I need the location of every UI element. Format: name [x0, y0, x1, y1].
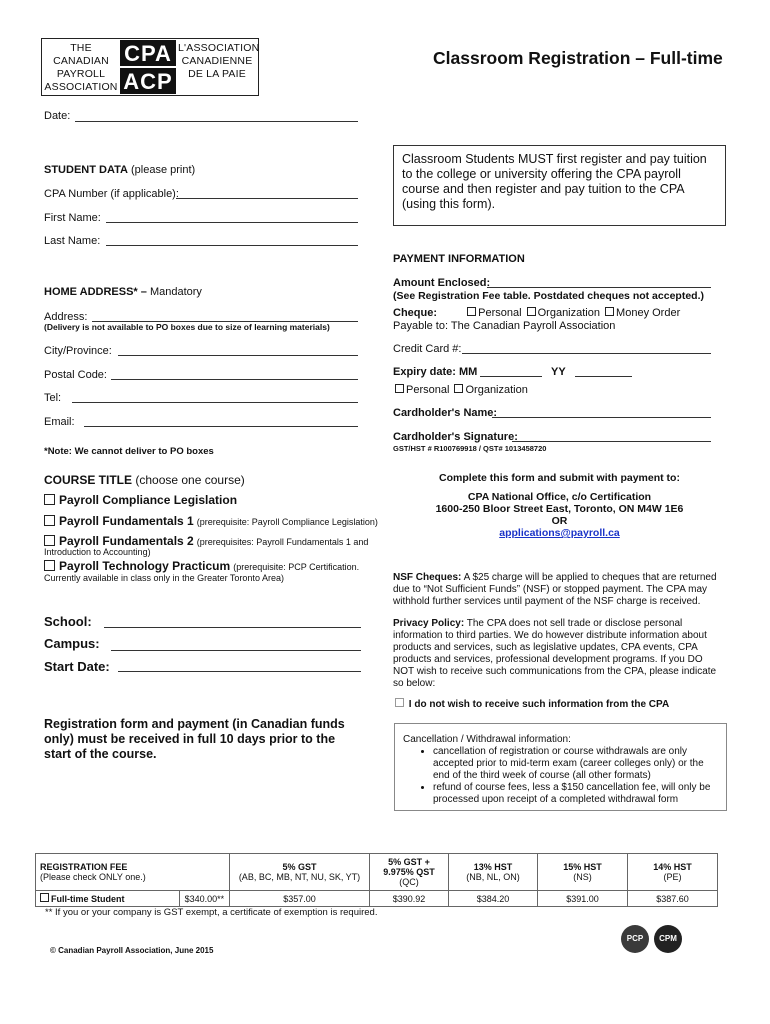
- amount-field[interactable]: [487, 287, 711, 288]
- submit-email-link[interactable]: applications@payroll.ca: [499, 527, 620, 539]
- cpa-number-label: CPA Number (if applicable):: [44, 188, 179, 200]
- deadline-note: Registration form and payment (in Canadian funds only) must be received in full 10 days prior to the start of the course.: [44, 717, 345, 761]
- home-heading-text: HOME ADDRESS* –: [44, 286, 147, 298]
- cardholder-name-field[interactable]: [492, 417, 711, 418]
- course-option-pcl[interactable]: [44, 493, 237, 507]
- logo-acp: ACP: [120, 68, 176, 94]
- cheque-personal-checkbox[interactable]: [467, 307, 476, 316]
- payable-to: Payable to: The Canadian Payroll Association: [393, 320, 616, 332]
- amount-note: (See Registration Fee table. Postdated cheques not accepted.): [393, 290, 704, 302]
- course-option-ptp[interactable]: [44, 559, 359, 573]
- fee-header-hst15-title: 15% HST: [563, 862, 602, 872]
- submit-or: OR: [551, 515, 568, 527]
- email-field[interactable]: [84, 426, 358, 427]
- gst-number: GST/HST # R100769918 / QST# 1013458720: [393, 444, 547, 453]
- address-label: Address:: [44, 311, 88, 323]
- cpa-logo: [41, 38, 259, 96]
- course-pf1-label: Payroll Fundamentals 1: [59, 514, 194, 528]
- fee-row-fulltime: [36, 891, 718, 907]
- start-date-field[interactable]: [118, 671, 361, 672]
- card-owner-row: [393, 384, 528, 396]
- gst-exempt-note: ** If you or your company is GST exempt, a certificate of exemption is required.: [45, 907, 378, 918]
- submit-address: 1600-250 Bloor Street East, Toronto, ON M4W 1E6: [435, 503, 684, 515]
- cheque-organization-label: Organization: [537, 307, 600, 319]
- logo-en-line: ASSOCIATION: [44, 81, 118, 93]
- privacy-text: The CPA does not sell trade or disclose personal information to third parties. We do however distribute information about products and services, such as legislative updates, CPA events, CPA products and services, professional development programs. If you DO NOT wish to receive such communications from the CPA, please indicate so below:: [393, 618, 717, 689]
- fee-header-hst13-title: 13% HST: [473, 862, 513, 872]
- course-pf1-prereq: (prerequisite: Payroll Compliance Legislation): [196, 517, 378, 527]
- submit-instruction: Complete this form and submit with payment to:: [439, 472, 680, 484]
- po-box-note: *Note: We cannot deliver to PO boxes: [44, 446, 214, 457]
- tel-field[interactable]: [72, 402, 358, 403]
- logo-cpa: CPA: [120, 40, 176, 66]
- logo-en-line: PAYROLL: [56, 68, 106, 80]
- delivery-note: (Delivery is not available to PO boxes due to size of learning materials): [44, 322, 330, 332]
- expiry-mm-field[interactable]: [480, 376, 542, 377]
- course-pf2-prereq-cont: Introduction to Accounting): [44, 547, 151, 557]
- card-organization-label: Organization: [465, 384, 528, 396]
- first-name-field[interactable]: [106, 222, 358, 223]
- notice-box: Classroom Students MUST first register and pay tuition to the college or university offering the CPA payroll course and then register and pay tuition to the CPA (using this form).: [393, 145, 726, 226]
- cpm-badge-icon: CPM: [654, 925, 682, 953]
- course-pcl-label: Payroll Compliance Legislation: [59, 493, 238, 507]
- registration-fee-table: [35, 853, 718, 907]
- fee-hst14-value: $387.60: [628, 891, 718, 907]
- cardholder-signature-field[interactable]: [512, 441, 711, 442]
- card-personal-label: Personal: [406, 384, 450, 396]
- privacy-paragraph: [393, 618, 726, 690]
- privacy-optout-label: I do not wish to receive such information from the CPA: [408, 699, 670, 710]
- fee-header-registration: [36, 854, 230, 891]
- expiry-yy-field[interactable]: [575, 376, 632, 377]
- course-ptp-checkbox[interactable]: [44, 560, 55, 571]
- fee-header-qst-line: (QC): [399, 877, 419, 887]
- privacy-optout[interactable]: [393, 698, 669, 710]
- fee-header-gst-title: 5% GST: [282, 862, 317, 872]
- postal-field[interactable]: [111, 379, 358, 380]
- fee-header-qst: [370, 854, 449, 891]
- cancellation-item: • cancellation of registration or course withdrawals are only accepted prior to mid-term exam (career colleges only) or the end of the third week of course (all other formats): [433, 746, 718, 782]
- home-heading: [44, 286, 202, 298]
- amount-label: Amount Enclosed:: [393, 277, 491, 289]
- money-order-checkbox[interactable]: [605, 307, 614, 316]
- pcp-badge-icon: PCP: [621, 925, 649, 953]
- postal-label: Postal Code:: [44, 369, 107, 381]
- money-order-label: Money Order: [616, 307, 681, 319]
- card-organization-checkbox[interactable]: [454, 384, 463, 393]
- logo-english: [44, 42, 118, 94]
- fee-header-reg-title: REGISTRATION FEE: [40, 862, 128, 872]
- cancellation-heading: Cancellation / Withdrawal information:: [403, 734, 571, 745]
- course-pf2-checkbox[interactable]: [44, 535, 55, 546]
- fee-header-hst14-note: (PE): [663, 872, 682, 882]
- course-ptp-prereq-cont: Currently available in class only in the Greater Toronto Area): [44, 573, 284, 583]
- email-label: Email:: [44, 416, 75, 428]
- privacy-label: Privacy Policy:: [393, 618, 465, 629]
- last-name-label: Last Name:: [44, 235, 101, 247]
- date-label: Date:: [44, 110, 71, 122]
- course-pf2-label: Payroll Fundamentals 2: [59, 534, 194, 548]
- fee-header-gst: [230, 854, 370, 891]
- start-date-label: Start Date:: [44, 659, 110, 674]
- student-heading-note: (please print): [127, 164, 196, 176]
- payment-heading: PAYMENT INFORMATION: [393, 253, 525, 265]
- expiry-yy-label: YY: [551, 366, 566, 378]
- fee-header-hst15-note: (NS): [573, 872, 592, 882]
- city-field[interactable]: [118, 355, 358, 356]
- course-ptp-prereq: (prerequisite: PCP Certification.: [233, 562, 360, 572]
- last-name-field[interactable]: [106, 245, 358, 246]
- logo-fr-line: CANADIENNE: [181, 55, 253, 67]
- privacy-optout-checkbox[interactable]: [395, 698, 404, 707]
- copyright: © Canadian Payroll Association, June 2015: [50, 946, 214, 955]
- credit-card-field[interactable]: [462, 353, 711, 354]
- student-heading-text: STUDENT DATA: [44, 164, 128, 176]
- home-heading-note: Mandatory: [146, 286, 202, 298]
- fee-hst13-value: $384.20: [449, 891, 538, 907]
- fee-hst15-value: $391.00: [538, 891, 628, 907]
- student-heading: [44, 164, 195, 176]
- course-pf1-checkbox[interactable]: [44, 515, 55, 526]
- cardholder-name-label: Cardholder's Name:: [393, 407, 498, 419]
- logo-en-line: THE CANADIAN: [53, 42, 109, 67]
- course-pcl-checkbox[interactable]: [44, 494, 55, 505]
- logo-fr-line: DE LA PAIE: [188, 68, 246, 80]
- cheque-personal-label: Personal: [478, 307, 522, 319]
- fee-fulltime-option[interactable]: [36, 891, 180, 907]
- fee-header-hst14-title: 14% HST: [653, 862, 692, 872]
- fee-header-reg-note: (Please check ONLY one.): [40, 872, 146, 882]
- course-heading: [44, 473, 245, 487]
- date-field[interactable]: [75, 121, 358, 122]
- nsf-label: NSF Cheques:: [393, 572, 462, 583]
- fee-header-gst-note: (AB, BC, MB, NT, NU, SK, YT): [238, 872, 361, 882]
- first-name-label: First Name:: [44, 212, 101, 224]
- campus-field[interactable]: [111, 650, 361, 651]
- cpa-number-field[interactable]: [176, 198, 358, 199]
- card-personal-checkbox[interactable]: [395, 384, 404, 393]
- cancellation-item: • refund of course fees, less a $150 cancellation fee, will only be processed upon receipt of a completed withdrawal form: [433, 782, 718, 806]
- fee-header-hst14: [628, 854, 718, 891]
- expiry-mm-label: Expiry date: MM: [393, 366, 478, 378]
- tel-label: Tel:: [44, 392, 62, 404]
- submit-office: CPA National Office, c/o Certification: [467, 491, 652, 503]
- logo-fr-line: L'ASSOCIATION: [178, 42, 260, 54]
- cardholder-signature-label: Cardholder's Signature:: [393, 431, 518, 443]
- page-title: Classroom Registration – Full-time: [433, 48, 723, 68]
- course-option-pf1[interactable]: [44, 514, 378, 528]
- fee-header-qst-line: 9.975% QST: [383, 867, 435, 877]
- school-field[interactable]: [104, 627, 361, 628]
- school-label: School:: [44, 614, 92, 629]
- course-heading-text: COURSE TITLE: [44, 473, 133, 487]
- cancellation-box: [394, 723, 727, 811]
- fee-header-hst15: [538, 854, 628, 891]
- nsf-paragraph: [393, 572, 726, 608]
- fee-header-qst-line: 5% GST +: [388, 857, 430, 867]
- cheque-label: Cheque:: [393, 307, 437, 319]
- fee-gst-value: $357.00: [230, 891, 370, 907]
- logo-french: [178, 42, 260, 81]
- nsf-text: A $25 charge will be applied to cheques that are returned due to “Not Sufficient Funds” (NSF) or stopped payment. The CPA may withhold further services until payment of the NSF charge is received.: [393, 572, 717, 607]
- fee-table-header: [36, 854, 718, 891]
- credit-card-label: Credit Card #:: [393, 343, 462, 355]
- cheque-row: [393, 307, 680, 319]
- fee-header-hst13-note: (NB, NL, ON): [466, 872, 520, 882]
- fee-fulltime-checkbox[interactable]: [40, 893, 49, 902]
- campus-label: Campus:: [44, 636, 100, 651]
- course-ptp-label: Payroll Technology Practicum: [59, 559, 231, 573]
- fee-fulltime-label: Full-time Student: [51, 894, 125, 904]
- fee-base-price: $340.00**: [179, 891, 229, 907]
- course-pf2-prereq: (prerequisites: Payroll Fundamentals 1 and: [196, 537, 369, 547]
- city-label: City/Province:: [44, 345, 112, 357]
- course-option-pf2[interactable]: [44, 534, 368, 548]
- fee-qst-value: $390.92: [370, 891, 449, 907]
- course-heading-note: (choose one course): [132, 473, 245, 487]
- cheque-organization-checkbox[interactable]: [527, 307, 536, 316]
- fee-header-hst13: [449, 854, 538, 891]
- cancellation-list: [403, 746, 718, 806]
